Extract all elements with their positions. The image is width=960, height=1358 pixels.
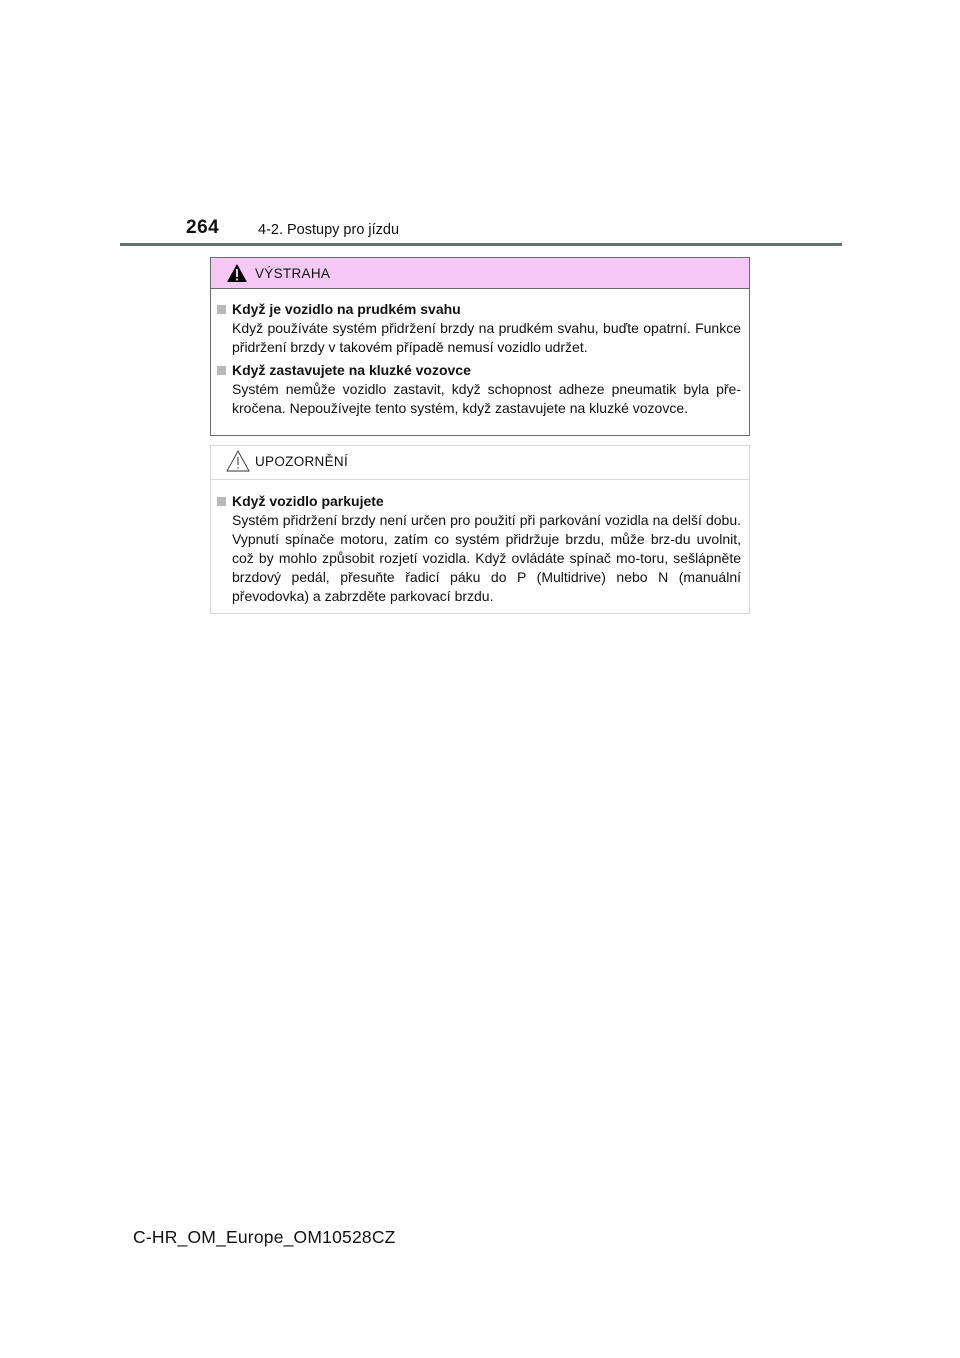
warning-item-text: Když používáte systém přidržení brzdy na prudkém svahu, buďte opatrní. Funkce přidržení brzdy v takovém případě nemusí vozidlo udržet. [232,320,741,355]
notice-box [210,445,750,614]
notice-item-title-text: Když vozidlo parkujete [232,493,384,509]
page-number: 264 [186,217,220,238]
warning-item-title [217,360,741,380]
square-bullet-icon [217,497,226,506]
warning-triangle-icon [226,263,248,283]
notice-item-text: Systém přidržení brzdy není určen pro použití při parkování vozidla na delší dobu. Vypnutí spínače motoru, zatím co systém přidržuje brzdu, může brz-du uvolnit, což by mohlo způsobit rozjetí vozidla. Když ovládáte spínač mo-toru, sešlápněte brzdový pedál, přesuňte řadicí páku do P (Multidrive) nebo N (manuální převodovka) a zabrzděte parkovací brzdu. [232,512,741,604]
square-bullet-icon [217,305,226,314]
notice-label: UPOZORNĚNÍ [255,454,349,469]
warning-item-title [217,299,741,319]
document-code: C-HR_OM_Europe_OM10528CZ [133,1227,396,1247]
warning-item-title-text: Když je vozidlo na prudkém svahu [232,301,461,317]
warning-item-title-text: Když zastavujete na kluzké vozovce [232,362,471,378]
notice-box-header [211,446,749,480]
warning-box [210,257,750,436]
header-rule [120,243,842,246]
caution-triangle-icon [226,449,250,473]
section-title: 4-2. Postupy pro jízdu [258,222,400,238]
notice-item-title [217,491,741,511]
warning-label: VÝSTRAHA [255,266,331,281]
square-bullet-icon [217,366,226,375]
warning-item-text: Systém nemůže vozidlo zastavit, když schopnost adheze pneumatik byla pře-kročena. Nepoužívejte tento systém, když zastavujete na kluzké vozovce. [232,381,741,416]
warning-box-header [211,258,749,289]
